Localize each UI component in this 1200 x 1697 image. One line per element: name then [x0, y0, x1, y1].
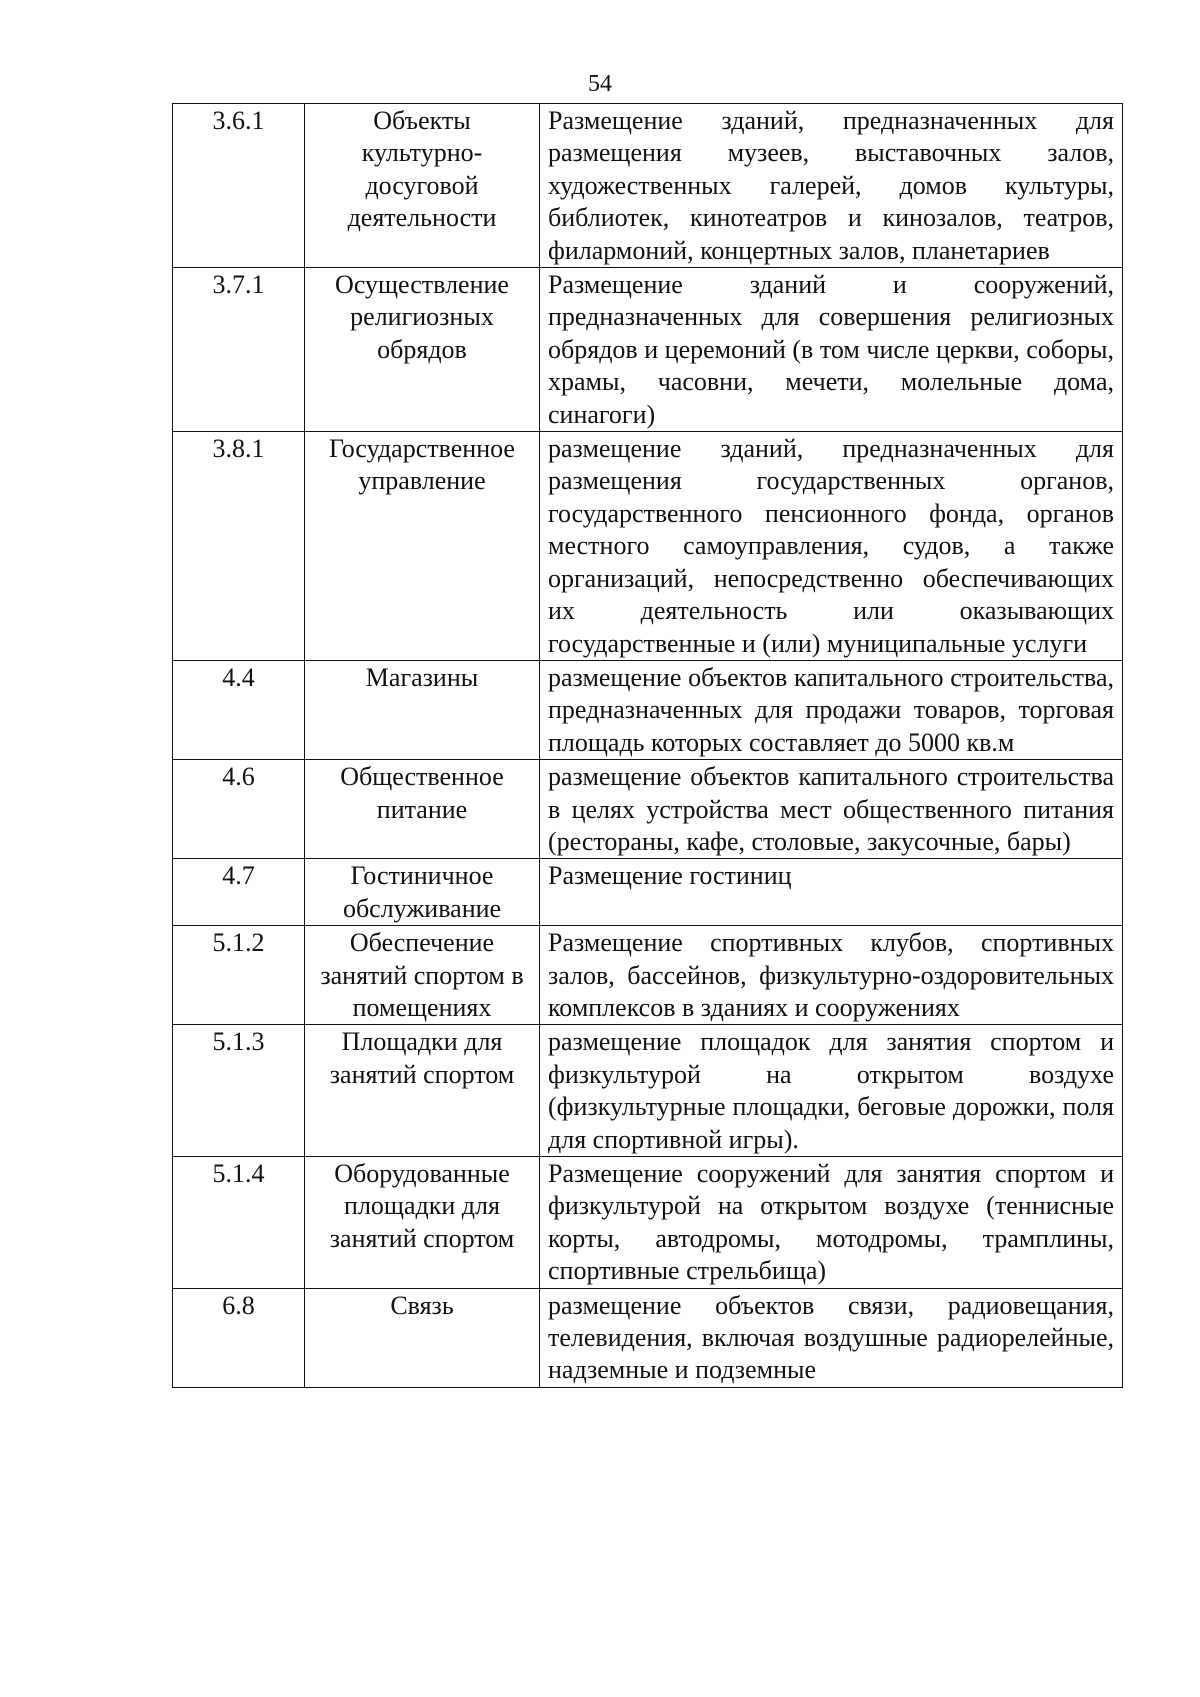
table-row — [173, 926, 1123, 1025]
table-row — [173, 432, 1123, 661]
row-name: Обеспечение занятий спортом в помещениях — [305, 926, 540, 1025]
row-code: 3.6.1 — [173, 104, 305, 268]
row-description: Размещение спортивных клубов, спортивных залов, бассейнов, физкультурно-оздоровительных комплексов в зданиях и сооружениях — [540, 926, 1123, 1025]
table-row — [173, 1157, 1123, 1289]
land-use-table — [172, 103, 1123, 1388]
row-code: 5.1.2 — [173, 926, 305, 1025]
page-number: 54 — [588, 71, 612, 97]
row-name: Магазины — [305, 660, 540, 759]
row-code: 4.7 — [173, 859, 305, 926]
row-code: 5.1.3 — [173, 1025, 305, 1157]
row-description: Размещение зданий и сооружений, предназначенных для совершения религиозных обрядов и церемоний (в том числе церкви, соборы, храмы, часовни, мечети, молельные дома, синагоги) — [540, 268, 1123, 432]
row-code: 4.6 — [173, 760, 305, 859]
row-description: размещение зданий, предназначенных для размещения государственных органов, государственного пенсионного фонда, органов местного самоуправления, судов, а также организаций, непосредственно обеспечивающих их деятельность или оказывающих государственные и (или) муниципальные услуги — [540, 432, 1123, 661]
row-name: Объекты культурно-досуговой деятельности — [305, 104, 540, 268]
table-row — [173, 760, 1123, 859]
row-code: 5.1.4 — [173, 1157, 305, 1289]
row-code: 4.4 — [173, 660, 305, 759]
row-code: 6.8 — [173, 1288, 305, 1387]
row-name: Государственное управление — [305, 432, 540, 661]
row-description: размещение объектов связи, радиовещания, телевидения, включая воздушные радиорелейные, надземные и подземные — [540, 1288, 1123, 1387]
table-row — [173, 1288, 1123, 1387]
row-name: Общественное питание — [305, 760, 540, 859]
row-description: размещение объектов капитального строительства, предназначенных для продажи товаров, торговая площадь которых составляет до 5000 кв.м — [540, 660, 1123, 759]
row-description: размещение площадок для занятия спортом и физкультурой на открытом воздухе (физкультурные площадки, беговые дорожки, поля для спортивной игры). — [540, 1025, 1123, 1157]
row-name: Осуществление религиозных обрядов — [305, 268, 540, 432]
row-name: Гостиничное обслуживание — [305, 859, 540, 926]
table-row — [173, 660, 1123, 759]
table-row — [173, 859, 1123, 926]
row-name: Площадки для занятий спортом — [305, 1025, 540, 1157]
table-row — [173, 268, 1123, 432]
row-name: Оборудованные площадки для занятий спортом — [305, 1157, 540, 1289]
row-description: Размещение гостиниц — [540, 859, 1123, 926]
row-description: размещение объектов капитального строительства в целях устройства мест общественного питания (рестораны, кафе, столовые, закусочные, бары) — [540, 760, 1123, 859]
row-description: Размещение зданий, предназначенных для размещения музеев, выставочных залов, художественных галерей, домов культуры, библиотек, кинотеатров и кинозалов, театров, филармоний, концертных залов, планетариев — [540, 104, 1123, 268]
table-row — [173, 104, 1123, 268]
row-code: 3.8.1 — [173, 432, 305, 661]
row-name: Связь — [305, 1288, 540, 1387]
row-code: 3.7.1 — [173, 268, 305, 432]
row-description: Размещение сооружений для занятия спортом и физкультурой на открытом воздухе (теннисные корты, автодромы, мотодромы, трамплины, спортивные стрельбища) — [540, 1157, 1123, 1289]
table-row — [173, 1025, 1123, 1157]
